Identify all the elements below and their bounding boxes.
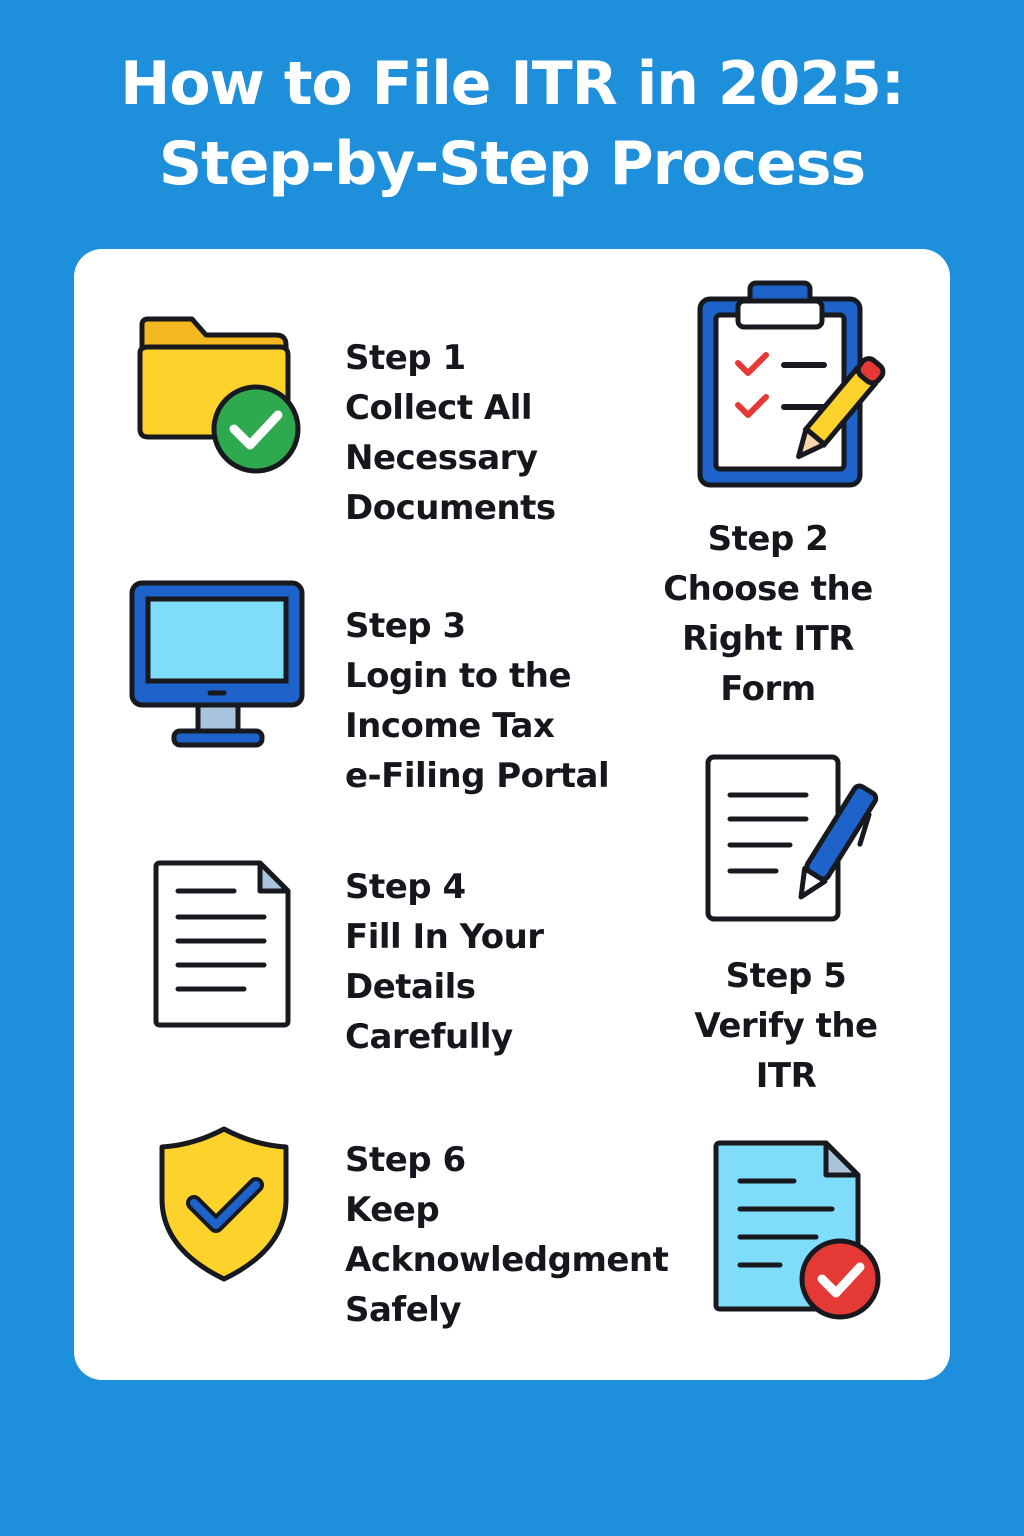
step-5-line-2: ITR xyxy=(755,1056,817,1096)
step-3-line-2: Income Tax xyxy=(345,706,555,746)
document-pen-icon xyxy=(706,755,896,925)
step-4-line-2: Details xyxy=(345,967,476,1007)
step-3-heading: Step 3 xyxy=(345,606,466,646)
step-4-heading: Step 4 xyxy=(345,867,466,907)
document-icon xyxy=(152,861,294,1031)
step-1-line-1: Collect All xyxy=(345,388,533,428)
folder-check-icon xyxy=(136,317,306,477)
step-6-heading: Step 6 xyxy=(345,1140,466,1180)
step-6-line-2: Acknowledgment xyxy=(345,1240,669,1280)
step-2-heading: Step 2 xyxy=(707,519,829,559)
step-2-line-3: Form xyxy=(720,669,816,709)
document-check-icon xyxy=(712,1141,884,1323)
computer-monitor-icon xyxy=(130,581,310,751)
step-6-line-3: Safely xyxy=(345,1290,462,1330)
step-4-line-3: Carefully xyxy=(345,1017,513,1057)
page-title-line-1: How to File ITR in 2025: xyxy=(120,49,904,119)
page-title-line-2: Step-by-Step Process xyxy=(158,129,866,199)
step-6-line-1: Keep xyxy=(345,1190,440,1230)
step-6 xyxy=(345,1135,668,1335)
step-1-line-2: Necessary xyxy=(345,438,538,478)
step-2-line-1: Choose the xyxy=(663,569,873,609)
step-2 xyxy=(648,514,888,714)
step-3-line-1: Login to the xyxy=(345,656,572,696)
step-5 xyxy=(666,951,906,1101)
step-5-heading: Step 5 xyxy=(725,956,847,996)
step-4 xyxy=(345,862,544,1062)
clipboard-checklist-pencil-icon xyxy=(696,281,896,491)
shield-check-icon xyxy=(158,1125,292,1285)
step-1 xyxy=(345,333,556,533)
step-4-line-1: Fill In Your xyxy=(345,917,544,957)
step-1-line-3: Documents xyxy=(345,488,556,528)
steps-card xyxy=(74,249,950,1380)
step-5-line-1: Verify the xyxy=(694,1006,878,1046)
page-title xyxy=(0,44,1024,204)
step-3-line-3: e-Filing Portal xyxy=(345,756,610,796)
step-3 xyxy=(345,601,609,801)
step-1-heading: Step 1 xyxy=(345,338,466,378)
step-2-line-2: Right ITR xyxy=(682,619,854,659)
